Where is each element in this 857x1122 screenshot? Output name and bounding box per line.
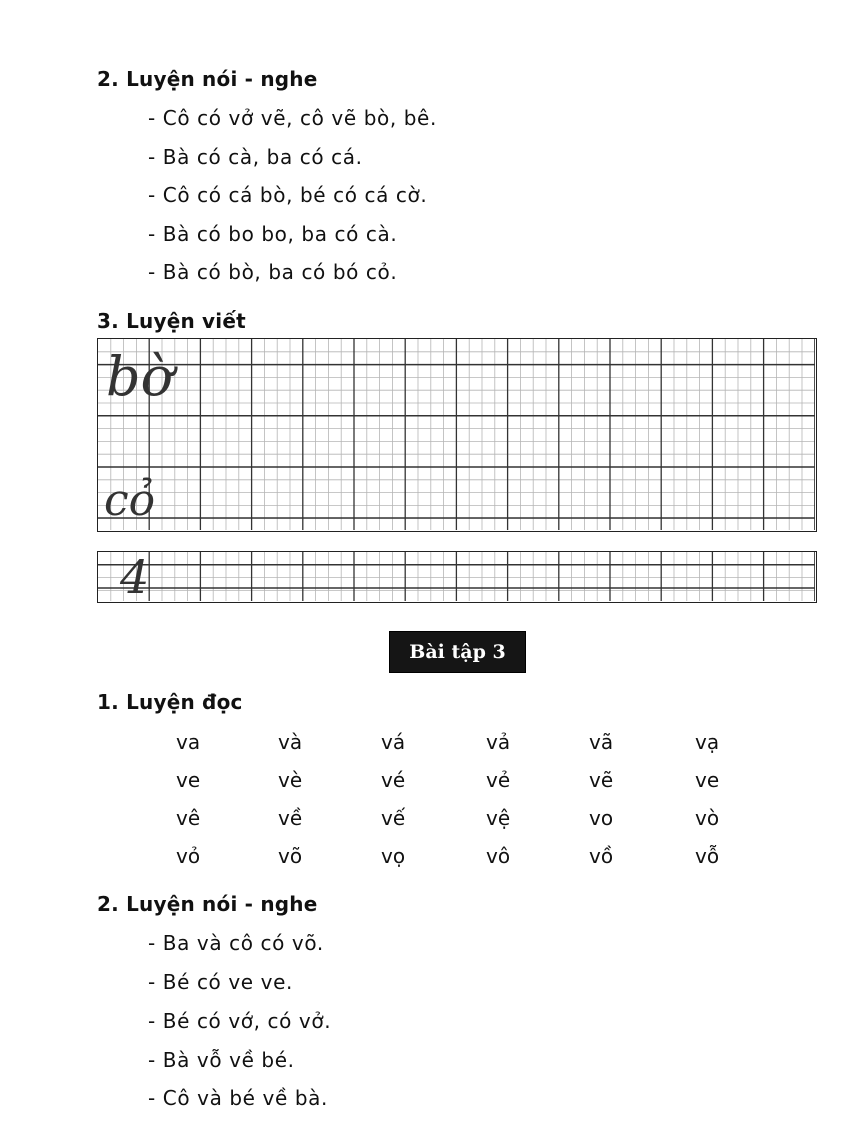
syllable: võ (278, 844, 303, 868)
syllable: vỗ (695, 844, 720, 868)
speak-heading-2: 2. Luyện nói - nghe (97, 892, 318, 916)
syllable: vẽ (589, 768, 614, 792)
syllable: về (278, 806, 303, 830)
syllable: vọ (381, 844, 406, 868)
syllable: vò (695, 806, 720, 830)
speak-line: - Cô có cá bò, bé có cá cờ. (148, 183, 428, 207)
writing-grid-number (97, 551, 817, 603)
syllable: vã (589, 730, 614, 754)
writing-grid-lines (98, 339, 815, 530)
speak-line: - Bé có vớ, có vở. (148, 1009, 332, 1033)
speak-line: - Bà có cà, ba có cá. (148, 145, 363, 169)
syllable: và (278, 730, 303, 754)
syllable: vả (486, 730, 511, 754)
syllable: vỏ (176, 844, 201, 868)
speak-heading-1: 2. Luyện nói - nghe (97, 67, 318, 91)
exercise-badge: Bài tập 3 (390, 632, 525, 672)
syllable: vá (381, 730, 406, 754)
syllable: ve (176, 768, 201, 792)
syllable: vồ (589, 844, 614, 868)
speak-line: - Bà có bo bo, ba có cà. (148, 222, 398, 246)
writing-grid-lines (98, 552, 815, 601)
syllable: vê (176, 806, 201, 830)
speak-line: - Cô và bé về bà. (148, 1086, 328, 1110)
syllable: va (176, 730, 201, 754)
syllable: vé (381, 768, 406, 792)
syllable: vo (589, 806, 614, 830)
read-heading: 1. Luyện đọc (97, 690, 243, 714)
syllable: ve (695, 768, 720, 792)
speak-line: - Bé có ve ve. (148, 970, 293, 994)
syllable: vế (381, 806, 406, 830)
syllable: vẻ (486, 768, 511, 792)
cursive-sample: cỏ (104, 475, 156, 526)
syllable: vô (486, 844, 511, 868)
syllable: vệ (486, 806, 511, 830)
speak-line: - Bà có bò, ba có bó cỏ. (148, 260, 398, 284)
speak-line: - Ba và cô có võ. (148, 931, 324, 955)
speak-line: - Cô có vở vẽ, cô vẽ bò, bê. (148, 106, 437, 130)
cursive-sample: 4 (120, 550, 150, 604)
syllable: vạ (695, 730, 720, 754)
speak-line: - Bà vỗ về bé. (148, 1048, 295, 1072)
writing-grid-letters (97, 338, 817, 532)
syllable: vè (278, 768, 303, 792)
write-heading: 3. Luyện viết (97, 309, 246, 333)
cursive-sample: bờ (106, 345, 174, 408)
